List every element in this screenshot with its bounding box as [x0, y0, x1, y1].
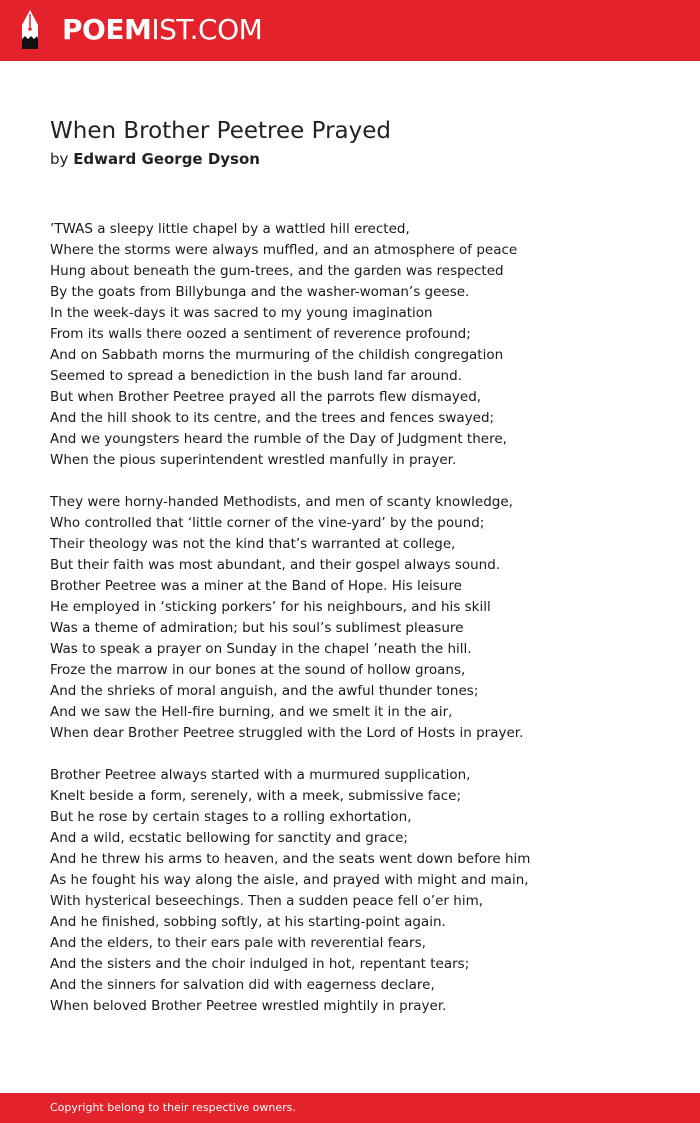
poem-stanza	[50, 492, 670, 744]
poem-line: But when Brother Peetree prayed all the parrots flew dismayed,	[50, 389, 482, 405]
poem-line: In the week-days it was sacred to my young imagination	[50, 305, 433, 321]
poem-line: And we youngsters heard the rumble of the Day of Judgment there,	[50, 431, 507, 447]
site-footer	[0, 1093, 700, 1123]
poem-line: When the pious superintendent wrestled manfully in prayer.	[50, 452, 457, 468]
poem-line: Was a theme of admiration; but his soul’s sublimest pleasure	[50, 620, 464, 636]
author-name: Edward George Dyson	[73, 150, 260, 168]
poem-line: And a wild, ecstatic bellowing for sanctity and grace;	[50, 830, 408, 846]
poem-stanza	[50, 765, 670, 1017]
copyright-text: Copyright belong to their respective owners.	[50, 1101, 296, 1114]
poem-line: Was to speak a prayer on Sunday in the chapel ’neath the hill.	[50, 641, 472, 657]
poem-line: When dear Brother Peetree struggled with the Lord of Hosts in prayer.	[50, 725, 524, 741]
poem-line: But he rose by certain stages to a rolling exhortation,	[50, 809, 412, 825]
poem-line: Brother Peetree was a miner at the Band of Hope. His leisure	[50, 578, 462, 594]
poem-line: And he threw his arms to heaven, and the seats went down before him	[50, 851, 531, 867]
logo-bold-text: POEM	[62, 13, 152, 46]
poem-line: Brother Peetree always started with a murmured supplication,	[50, 767, 471, 783]
poem-line: By the goats from Billybunga and the washer-woman’s geese.	[50, 284, 470, 300]
poem-line: Where the storms were always muffled, and an atmosphere of peace	[50, 242, 518, 258]
poem-line: And the elders, to their ears pale with reverential fears,	[50, 935, 426, 951]
poem-line: He employed in ‘sticking porkers’ for his neighbours, and his skill	[50, 599, 491, 615]
site-header	[0, 0, 700, 61]
pen-nib-icon	[18, 9, 42, 51]
poem-line: When beloved Brother Peetree wrestled mightily in prayer.	[50, 998, 447, 1014]
poem-line: And the sinners for salvation did with eagerness declare,	[50, 977, 435, 993]
poem-line: Who controlled that ‘little corner of the vine-yard’ by the pound;	[50, 515, 485, 531]
logo-light-text: IST.COM	[151, 13, 263, 46]
poem-title: When Brother Peetree Prayed	[50, 118, 391, 144]
poem-line: They were horny-handed Methodists, and men of scanty knowledge,	[50, 494, 513, 510]
poem-line: Seemed to spread a benediction in the bush land far around.	[50, 368, 462, 384]
site-logo[interactable]	[62, 13, 262, 47]
by-label: by	[50, 150, 69, 168]
byline	[50, 149, 260, 169]
poem-line: Froze the marrow in our bones at the sound of hollow groans,	[50, 662, 466, 678]
poem-line: And the sisters and the choir indulged in hot, repentant tears;	[50, 956, 470, 972]
poem-line: Their theology was not the kind that’s warranted at college,	[50, 536, 456, 552]
poem-line: And the shrieks of moral anguish, and the awful thunder tones;	[50, 683, 479, 699]
poem-line: With hysterical beseechings. Then a sudden peace fell o’er him,	[50, 893, 484, 909]
poem-line: ’TWAS a sleepy little chapel by a wattled hill erected,	[50, 221, 410, 237]
poem-line: From its walls there oozed a sentiment of reverence profound;	[50, 326, 471, 342]
poem-line: And on Sabbath morns the murmuring of the childish congregation	[50, 347, 504, 363]
poem-line: And we saw the Hell-fire burning, and we smelt it in the air,	[50, 704, 453, 720]
poem-line: Knelt beside a form, serenely, with a meek, submissive face;	[50, 788, 462, 804]
poem-stanza	[50, 219, 670, 471]
poem-line: As he fought his way along the aisle, and prayed with might and main,	[50, 872, 529, 888]
poem-line: Hung about beneath the gum-trees, and the garden was respected	[50, 263, 504, 279]
poem-body	[50, 219, 670, 1038]
poem-line: And the hill shook to its centre, and the trees and fences swayed;	[50, 410, 495, 426]
poem-line: And he finished, sobbing softly, at his starting-point again.	[50, 914, 446, 930]
poem-line: But their faith was most abundant, and their gospel always sound.	[50, 557, 501, 573]
